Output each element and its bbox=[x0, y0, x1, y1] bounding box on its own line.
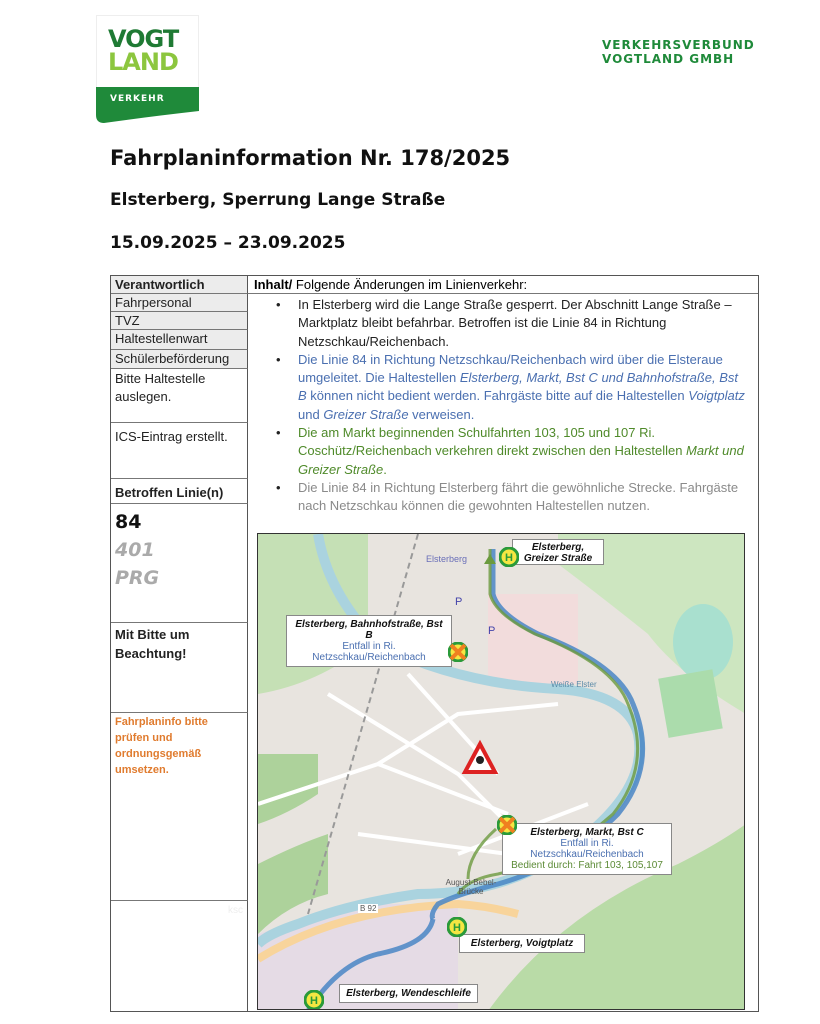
stop-label-bahnhofstrasse bbox=[286, 615, 452, 667]
stop-note: Bedient durch: Fahrt 103, 105,107 bbox=[511, 860, 663, 871]
line-401: 401 bbox=[115, 539, 155, 561]
change-item bbox=[276, 351, 746, 424]
change-text: . bbox=[383, 461, 387, 477]
responsible-header: Verantwortlich bbox=[111, 276, 248, 294]
change-text: Die am Markt beginnenden Schulfahrten 103, 105 und 107 Ri. Coschütz/Reichenbach verkehren direkt zwischen den Haltestellen bbox=[298, 425, 687, 459]
vogtland-verkehr-logo bbox=[96, 15, 199, 122]
initials: ksc bbox=[111, 901, 248, 1012]
role-haltestellenwart: Haltestellenwart bbox=[111, 330, 248, 350]
note-ics: ICS-Eintrag erstellt. bbox=[111, 423, 248, 479]
affected-lines bbox=[111, 504, 248, 623]
lines-header: Betroffen Linie(n) bbox=[111, 479, 248, 504]
stop-label-wendeschleife bbox=[339, 984, 478, 1003]
stop-name: Elsterberg, Markt, Bst C bbox=[530, 827, 644, 838]
change-item bbox=[276, 296, 746, 351]
stop-name: Elsterberg, Bahnhofstraße, Bst B bbox=[295, 619, 443, 641]
change-text: In Elsterberg wird die Lange Straße gesperrt. Der Abschnitt Lange Straße – Marktplatz bleibt befahrbar. Betroffen ist die Linie 84 in Richtung Netzschkau/Reichenbach. bbox=[298, 297, 732, 349]
note-pruefen: Fahrplaninfo bitte prüfen und ordnungsgemäß umsetzen. bbox=[111, 713, 248, 901]
stop-label-markt bbox=[502, 823, 672, 875]
logo-band-text: VERKEHR bbox=[110, 94, 165, 104]
note-beachtung: Mit Bitte um Beachtung! bbox=[111, 623, 248, 713]
stop-name: Elsterberg, Greizer Straße bbox=[523, 542, 593, 564]
cancelled-stop-icon bbox=[497, 815, 517, 840]
stop-label-voigtplatz bbox=[459, 934, 585, 953]
page-title: Fahrplaninformation Nr. 178/2025 bbox=[110, 146, 511, 170]
svg-text:H: H bbox=[310, 995, 318, 1007]
logo-line2: LAND bbox=[108, 48, 178, 76]
bus-stop-icon bbox=[447, 917, 467, 942]
note-haltestelle: Bitte Haltestelle auslegen. bbox=[111, 369, 248, 423]
map-town-label: Elsterberg bbox=[426, 554, 468, 564]
change-text: können nicht bedient werden. Fahrgäste bitte auf die Haltestellen bbox=[306, 388, 689, 404]
stop-label-greizer-strasse bbox=[512, 539, 604, 565]
change-item bbox=[276, 479, 746, 516]
role-schuelerbefoerderung: Schülerbeförderung bbox=[111, 350, 248, 369]
role-tvz: TVZ bbox=[111, 312, 248, 330]
bus-stop-icon bbox=[304, 990, 324, 1010]
detour-map bbox=[257, 533, 745, 1010]
company-line2: VOGTLAND GMBH bbox=[602, 52, 735, 66]
parking-icon: P bbox=[455, 596, 463, 608]
stop-name: Elsterberg, Wendeschleife bbox=[346, 988, 471, 999]
change-text-italic: Voigtplatz bbox=[688, 388, 745, 404]
line-prg: PRG bbox=[115, 567, 160, 589]
parking-icon: P bbox=[488, 625, 496, 637]
content-header bbox=[248, 276, 758, 294]
page-subtitle: Elsterberg, Sperrung Lange Straße bbox=[110, 190, 446, 210]
change-text-italic: Markt und Greizer Straße bbox=[298, 443, 744, 477]
company-line1: VERKEHRSVERBUND bbox=[602, 38, 755, 52]
river-label: Weiße Elster bbox=[551, 680, 597, 689]
svg-text:H: H bbox=[453, 922, 461, 934]
road-label: B 92 bbox=[360, 904, 377, 913]
change-text: verweisen. bbox=[408, 406, 475, 422]
change-list bbox=[276, 296, 746, 516]
bridge-label: August-Bebel-Brücke bbox=[445, 878, 497, 896]
change-text-italic: Elsterberg, Markt, Bst C und Bahnhofstraße, Bst B bbox=[298, 370, 739, 404]
stop-note: Entfall in Ri. bbox=[560, 838, 614, 849]
change-text: Die Linie 84 in Richtung Netzschkau/Reichenbach wird über die Elsteraue umgeleitet. Die Haltestellen bbox=[298, 351, 723, 386]
change-text: und bbox=[298, 406, 324, 422]
stop-note: Netzschkau/Reichenbach bbox=[312, 652, 426, 663]
change-item bbox=[276, 424, 746, 479]
stop-name: Elsterberg, Voigtplatz bbox=[470, 938, 574, 949]
stop-note: Entfall in Ri. bbox=[342, 641, 396, 652]
cancelled-stop-icon bbox=[448, 642, 468, 667]
logo-line1: VOGT bbox=[108, 25, 179, 53]
svg-text:H: H bbox=[505, 552, 513, 564]
stop-note: Netzschkau/Reichenbach bbox=[530, 849, 644, 860]
date-range: 15.09.2025 – 23.09.2025 bbox=[110, 233, 346, 253]
change-text: Die Linie 84 in Richtung Elsterberg fährt die gewöhnliche Strecke. Fahrgäste nach Netzschkau können die gewohnten Haltestellen nutzen. bbox=[298, 479, 739, 514]
company-name bbox=[602, 38, 755, 66]
bus-stop-icon bbox=[499, 547, 519, 572]
content-header-text: Folgende Änderungen im Linienverkehr: bbox=[292, 277, 528, 292]
content-header-bold: Inhalt/ bbox=[254, 277, 293, 292]
line-84: 84 bbox=[115, 511, 142, 533]
change-text-italic: Greizer Straße bbox=[323, 406, 409, 422]
role-fahrpersonal: Fahrpersonal bbox=[111, 294, 248, 312]
